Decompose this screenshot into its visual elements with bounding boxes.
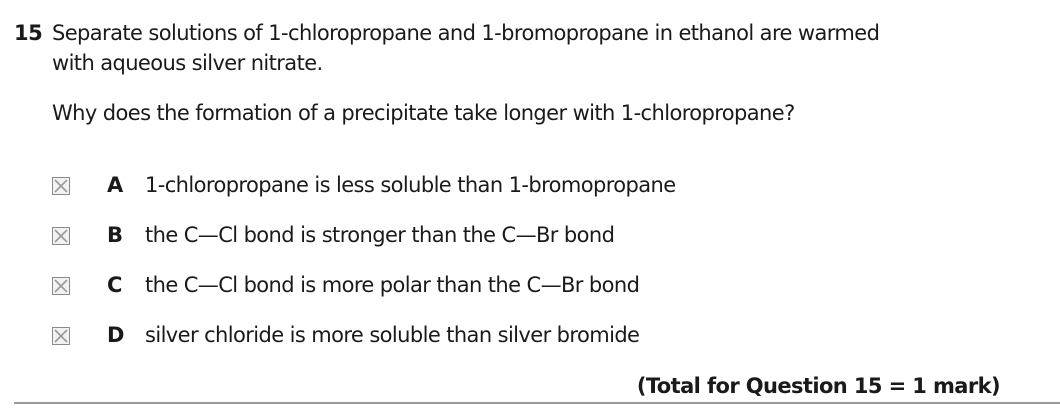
option-d-checkbox[interactable]: [52, 327, 70, 345]
cross-box-icon: [53, 328, 69, 344]
divider-rule: [14, 402, 1060, 404]
total-marks: (Total for Question 15 = 1 mark): [636, 374, 1000, 398]
option-c-text: the C—Cl bond is more polar than the C—Br bond: [145, 273, 640, 297]
option-a-text: 1-chloropropane is less soluble than 1-bromopropane: [145, 173, 676, 197]
option-a-letter: A: [107, 173, 123, 197]
option-b[interactable]: [52, 223, 952, 253]
option-c-letter: C: [107, 273, 122, 297]
option-a[interactable]: [52, 173, 952, 203]
option-d[interactable]: [52, 323, 952, 353]
question-stem-line-1: Separate solutions of 1-chloropropane and 1-bromopropane in ethanol are warmed: [52, 21, 880, 45]
option-d-text: silver chloride is more soluble than silver bromide: [145, 323, 640, 347]
option-b-text: the C—Cl bond is stronger than the C—Br bond: [145, 223, 615, 247]
question-stem-line-2: with aqueous silver nitrate.: [52, 51, 323, 75]
cross-box-icon: [53, 278, 69, 294]
option-b-checkbox[interactable]: [52, 227, 70, 245]
question-number: 15: [14, 21, 43, 45]
option-c-checkbox[interactable]: [52, 277, 70, 295]
cross-box-icon: [53, 178, 69, 194]
option-a-checkbox[interactable]: [52, 177, 70, 195]
option-c[interactable]: [52, 273, 952, 303]
option-d-letter: D: [107, 323, 124, 347]
question-prompt: Why does the formation of a precipitate take longer with 1-chloropropane?: [52, 101, 795, 125]
cross-box-icon: [53, 228, 69, 244]
option-b-letter: B: [107, 223, 123, 247]
